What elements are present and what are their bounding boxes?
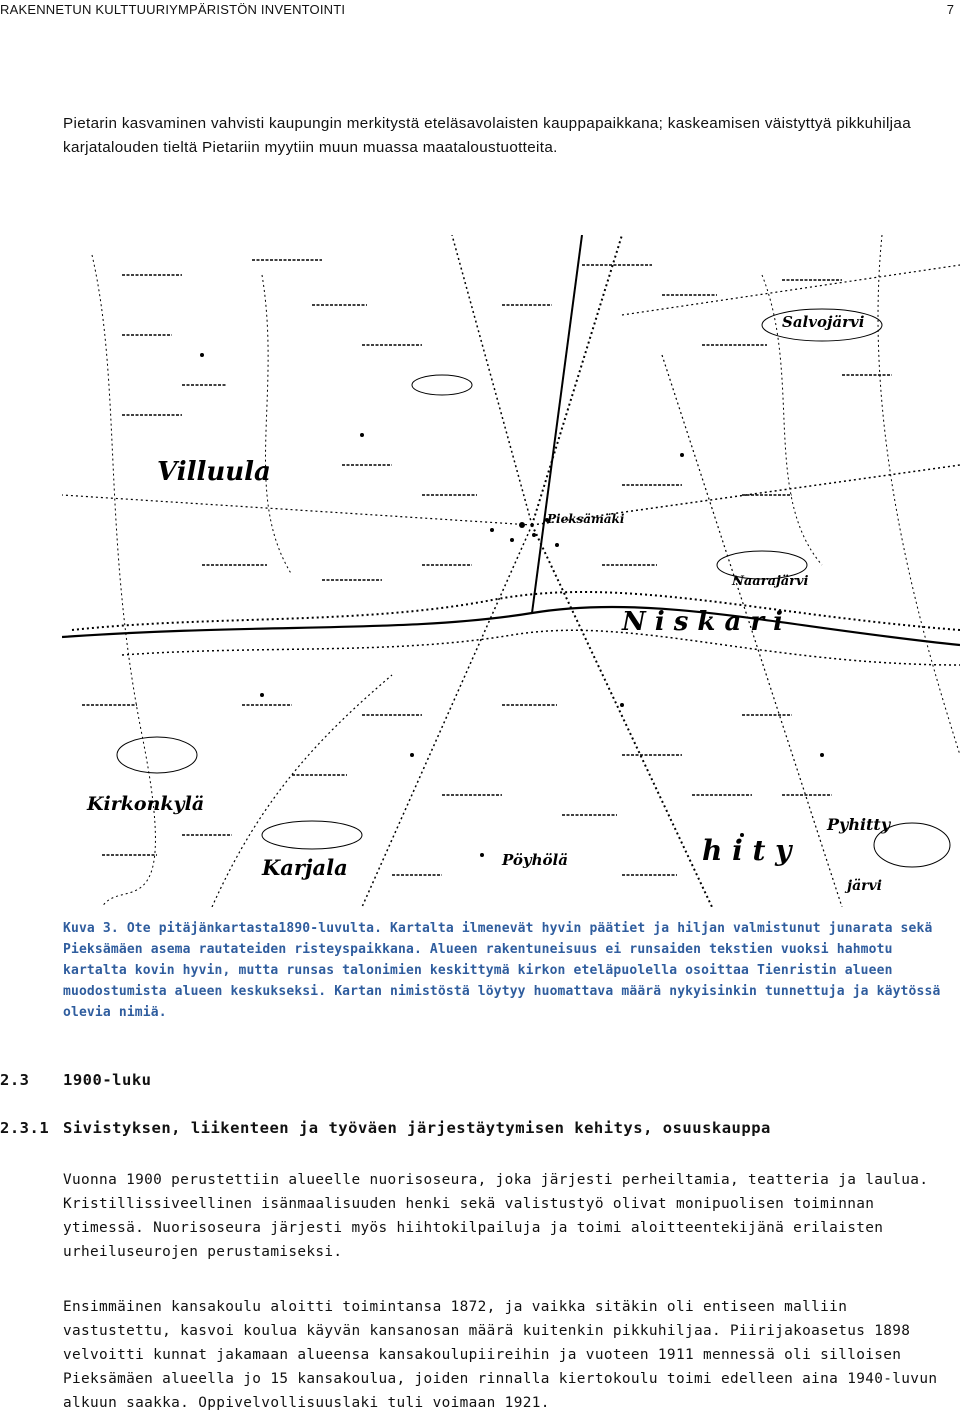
intro-paragraph: Pietarin kasvaminen vahvisti kaupungin merkitystä eteläsavolaisten kauppapaikkana; kaskeamisen väistyttyä pikkuhiljaa karjatalouden tieltä Pietariin myytiin muun muassa maataloustuotteita. [63,115,911,156]
map-label-kirkonkyla: Kirkonkylä [87,793,205,815]
map-label-niskakari: N i s k a r i [622,607,784,637]
page-number: 7 [946,2,954,17]
map-label-naarajarvi: Naarajärvi [732,574,809,589]
map-label-hitty: h i t y [702,834,792,867]
map-label-pohjola: Pöyhölä [502,851,568,869]
section-title: 1900-luku [63,1071,152,1089]
running-head: RAKENNETUN KULTTUURIYMPÄRISTÖN INVENTOINTI [0,2,346,17]
section-number: 2.3 [0,1071,30,1089]
section-heading [0,1071,152,1089]
historical-parish-map [62,235,960,907]
map-label-pieksamaki: Pieksämäki [547,512,625,526]
map-drawing [62,235,960,907]
map-label-karjala: Karjala [262,855,348,880]
subsection-heading [0,1119,771,1137]
subsection-title: Sivistyksen, liikenteen ja työväen järjestäytymisen kehitys, osuuskauppa [63,1119,771,1137]
map-label-salvojarvi: Salvojärvi [782,313,865,331]
subsection-number: 2.3.1 [0,1119,50,1137]
figure-caption: Kuva 3. Ote pitäjänkartasta1890-luvulta. Kartalta ilmenevät hyvin päätiet ja hiljan valmistunut junarata sekä Pieksämäen asema rautateiden risteyspaikkana. Alueen rakentuneisuus ei runsaiden tekstien vuoksi hahmotu kartalta kovin hyvin, mutta runsas talonimien keskittymä kirkon eteläpuolella osoittaa Tienristin alueen muodostumista alueen keskukseksi. Kartan nimistöstä löytyy huomattava määrä nykyisinkin tunnettuja ja käytössä olevia nimiä. [63,921,941,1020]
paragraph-nuorisoseura: Vuonna 1900 perustettiin alueelle nuorisoseura, joka järjesti perheiltamia, teatteria ja laulua. Kristillissiveellinen isänmaalisuuden henki sekä valistustyö olivat monipuolisen toiminnan ytimessä. Nuorisoseura järjesti myös hiihtokilpailuja ja toimi aloitteentekijänä erilaisten urheiluseurojen perustamiseksi. [63,1172,929,1260]
paragraph-kansakoulu: Ensimmäinen kansakoulu aloitti toimintansa 1872, ja vaikka sitäkin oli entiseen malliin vastustettu, kasvoi koulua käyvän kansanosan määrä kuitenkin pikkuhiljaa. Piirijakoasetus 1898 velvoitti kunnat jakamaan alueensa kansakoulupiireihin ja vuoteen 1911 mennessä oli silloisen Pieksämäen alueella jo 15 kansakoulua, joiden rinnalla kiertokoulu toimi edelleen aina 1940-luvun alkuun saakka. Oppivelvollisuuslaki tuli voimaan 1921. [63,1299,938,1411]
map-label-pyhitty: Pyhitty [827,815,891,834]
map-label-jarvi: järvi [847,878,882,894]
map-label-villuula: Villuula [157,457,271,487]
